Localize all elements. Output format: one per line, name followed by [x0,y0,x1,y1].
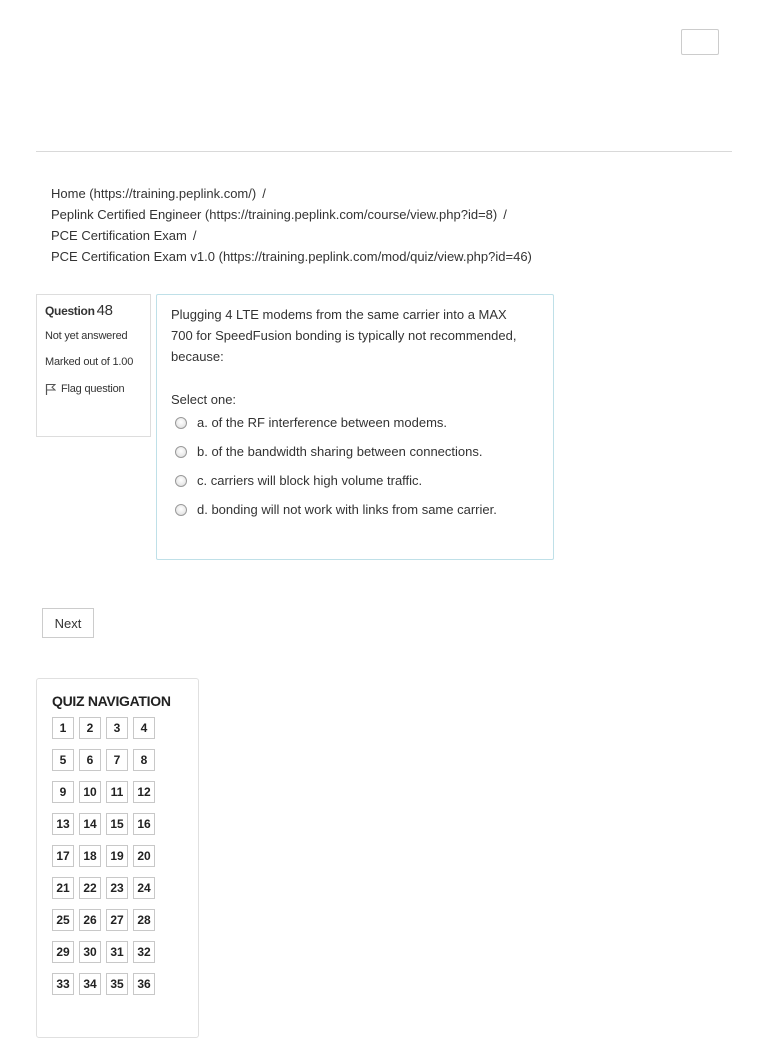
quiz-nav-button-4[interactable]: 4 [133,717,155,739]
breadcrumb-separator: / [192,228,197,243]
quiz-nav-button-22[interactable]: 22 [79,877,101,899]
quiz-nav-button-25[interactable]: 25 [52,909,74,931]
radio-button[interactable] [175,417,187,429]
breadcrumb-separator: / [503,207,507,222]
next-button[interactable]: Next [42,608,94,638]
quiz-nav-button-33[interactable]: 33 [52,973,74,995]
question-content [156,294,554,560]
radio-button[interactable] [175,504,187,516]
breadcrumb [51,183,532,267]
breadcrumb-item-quiz [51,246,532,267]
quiz-nav-button-16[interactable]: 16 [133,813,155,835]
question-number [45,303,150,319]
quiz-nav-button-6[interactable]: 6 [79,749,101,771]
quiz-nav-button-30[interactable]: 30 [79,941,101,963]
quiz-nav-button-3[interactable]: 3 [106,717,128,739]
breadcrumb-item-home [51,183,532,204]
quiz-nav-button-23[interactable]: 23 [106,877,128,899]
quiz-nav-button-15[interactable]: 15 [106,813,128,835]
quiz-navigation [36,678,199,1038]
quiz-nav-button-20[interactable]: 20 [133,845,155,867]
answer-prompt: Select one: [171,392,237,407]
breadcrumb-link-home[interactable]: Home (https://training.peplink.com/) [51,186,257,201]
quiz-nav-button-14[interactable]: 14 [79,813,101,835]
breadcrumb-separator: / [262,186,266,201]
answer-option-b[interactable] [171,441,539,462]
quiz-nav-button-26[interactable]: 26 [79,909,101,931]
quiz-nav-button-28[interactable]: 28 [133,909,155,931]
quiz-nav-button-2[interactable]: 2 [79,717,101,739]
radio-button[interactable] [175,446,187,458]
answer-option-a[interactable] [171,412,539,433]
breadcrumb-link-quiz[interactable]: PCE Certification Exam v1.0 (https://training.peplink.com/mod/quiz/view.php?id=46) [51,249,532,264]
question-grade: Marked out of 1.00 [45,356,134,368]
flag-icon [45,383,56,395]
header-divider [36,151,732,152]
quiz-nav-button-11[interactable]: 11 [106,781,128,803]
quiz-nav-button-5[interactable]: 5 [52,749,74,771]
quiz-nav-button-32[interactable]: 32 [133,941,155,963]
quiz-nav-button-34[interactable]: 34 [79,973,101,995]
question-info-panel [36,294,151,437]
quiz-navigation-grid [52,717,198,995]
question-label: Question [45,304,95,318]
quiz-nav-button-35[interactable]: 35 [106,973,128,995]
quiz-nav-button-36[interactable]: 36 [133,973,155,995]
quiz-nav-button-1[interactable]: 1 [52,717,74,739]
answer-option-d[interactable] [171,499,539,520]
quiz-nav-button-27[interactable]: 27 [106,909,128,931]
question-state: Not yet answered [45,330,128,342]
answer-option-c[interactable] [171,470,539,491]
breadcrumb-item-section [51,225,532,246]
answer-label[interactable]: d. bonding will not work with links from same carrier. [197,502,497,517]
quiz-nav-button-17[interactable]: 17 [52,845,74,867]
quiz-nav-button-18[interactable]: 18 [79,845,101,867]
quiz-nav-button-13[interactable]: 13 [52,813,74,835]
quiz-nav-button-31[interactable]: 31 [106,941,128,963]
answer-label[interactable]: c. carriers will block high volume traffic. [197,473,423,488]
answer-label[interactable]: a. of the RF interference between modems. [197,415,448,430]
flag-question-label: Flag question [61,383,125,395]
breadcrumb-item-course [51,204,532,225]
question-text: Plugging 4 LTE modems from the same carrier into a MAX 700 for SpeedFusion bonding is typically not recommended, because: [171,307,517,364]
quiz-nav-button-19[interactable]: 19 [106,845,128,867]
quiz-nav-button-9[interactable]: 9 [52,781,74,803]
answer-label[interactable]: b. of the bandwidth sharing between connections. [197,444,483,459]
radio-button[interactable] [175,475,187,487]
quiz-nav-button-21[interactable]: 21 [52,877,74,899]
answer-list [171,412,539,520]
quiz-nav-button-29[interactable]: 29 [52,941,74,963]
quiz-nav-button-24[interactable]: 24 [133,877,155,899]
breadcrumb-link-course[interactable]: Peplink Certified Engineer (https://training.peplink.com/course/view.php?id=8) [51,207,498,222]
top-right-button[interactable] [681,29,719,55]
question-number-value: 48 [96,302,113,319]
breadcrumb-link-section[interactable]: PCE Certification Exam [51,228,187,243]
quiz-nav-button-10[interactable]: 10 [79,781,101,803]
flag-question-link[interactable] [45,382,150,396]
quiz-nav-button-12[interactable]: 12 [133,781,155,803]
quiz-nav-button-8[interactable]: 8 [133,749,155,771]
quiz-nav-button-7[interactable]: 7 [106,749,128,771]
quiz-navigation-title: QUIZ NAVIGATION [52,693,171,709]
